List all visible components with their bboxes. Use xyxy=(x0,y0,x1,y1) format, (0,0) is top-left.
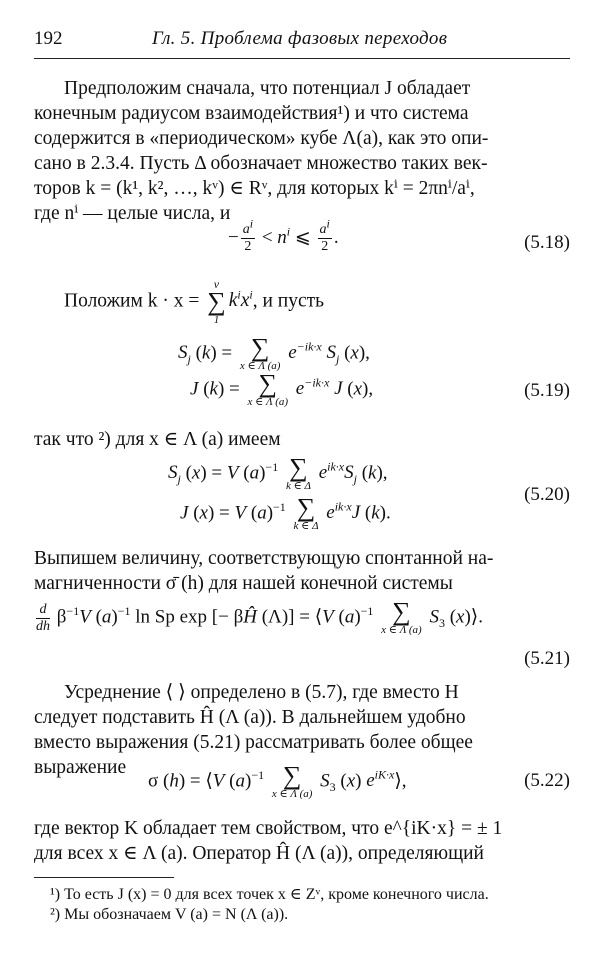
equation-5-22: σ (h) = ⟨V $(a)^{-1}$ ∑ x ∈ Λ (a) $S_3$ (x) $e^{iK\cdot x}⟩$, xyxy=(148,761,407,800)
footnote-1: ¹) То есть J (x) = 0 для всех точек x ∈ Zᵛ, кроме конечного числа. xyxy=(50,886,489,903)
equation-5-18: − $\frac{a^i}{2}$ < $n^i$ ⩽ $\frac{a^i}{2}$ . xyxy=(228,216,339,254)
paragraph-3 xyxy=(34,427,570,452)
text-line: вместо выражения (5.21) рассматривать более общее xyxy=(34,732,473,753)
text-line: магниченности σ̄ (h) для нашей конечной системы xyxy=(34,573,453,594)
equation-5-19-line-1: $S_j$ (k) = ∑ x ∈ Λ (a) $e^{-ik\cdot x}$ $S_j$ (x), xyxy=(178,333,370,372)
text-line: сано в 2.3.4. Пусть Δ обозначает множество таких век- xyxy=(34,153,488,174)
equation-number: (5.20) xyxy=(524,484,570,505)
paragraph-2: Положим k · x = v ∑ 1 $k^ix^i$, и пусть xyxy=(64,277,325,326)
page-number: 192 xyxy=(34,28,63,49)
text-line: Предположим сначала, что потенциал J обладает xyxy=(64,78,471,99)
text-segment: Положим k · x = xyxy=(64,290,200,312)
text-line: конечным радиусом взаимодействия¹) и что система xyxy=(34,103,469,124)
footnote-rule xyxy=(34,877,174,878)
text-line: так что ²) для x ∈ Λ (a) имеем xyxy=(34,429,281,450)
equation-5-20-line-1: $S_j$ (x) = V $(a)^{-1}$ ∑ k ∈ Δ $e^{ik\cdot x}S_j$ (k), xyxy=(168,453,388,492)
text-line: где вектор K обладает тем свойством, что e^{iK·x} = ± 1 xyxy=(34,818,503,839)
sum-sign: v ∑ 1 xyxy=(207,277,226,326)
paragraph-6 xyxy=(34,816,570,866)
text-line: Усреднение ⟨ ⟩ определено в (5.7), где вместо H xyxy=(64,682,459,703)
text-segment: , и пусть xyxy=(252,290,325,312)
text-line: для всех x ∈ Λ (a). Оператор Ĥ (Λ (a)), определяющий xyxy=(34,843,484,864)
equation-5-19-line-2: J (k) = ∑ x ∈ Λ (a) $e^{-ik\cdot x}$ J (x), xyxy=(190,369,374,408)
equation-number: (5.22) xyxy=(524,770,570,791)
paragraph-4 xyxy=(34,546,570,596)
equation-number: (5.19) xyxy=(524,380,570,401)
text-line: Выпишем величину, соответствующую спонтанной на- xyxy=(34,548,494,569)
footnote-2: ²) Мы обозначаем V (a) = N (Λ (a)). xyxy=(50,906,289,923)
paragraph-1 xyxy=(34,76,570,226)
equation-number: (5.18) xyxy=(524,232,570,253)
header-rule xyxy=(34,58,570,59)
equation-5-20-line-2: J (x) = V $(a)^{-1}$ ∑ k ∈ Δ $e^{ik\cdot x}J$ (k). xyxy=(180,493,391,532)
text-line: торов k = (k¹, k², …, kᵛ) ∈ Rᵛ, для которых kⁱ = 2πnⁱ/aⁱ, xyxy=(34,178,475,199)
page-header xyxy=(34,26,570,56)
running-title: Гл. 5. Проблема фазовых переходов xyxy=(152,28,448,49)
equation-5-21: $\frac{d}{dh}$ $\beta^{-1}V$ $(a)^{-1}$ ln Sp exp [− βĤ (Λ)] = ⟨V $(a)^{-1}$ ∑ x ∈ Λ (a) $S_3$ (x)⟩. xyxy=(36,597,483,636)
text-line: следует подставить Ĥ (Λ (a)). В дальнейшем удобно xyxy=(34,707,466,728)
equation-number: (5.21) xyxy=(524,648,570,669)
text-line: где nⁱ — целые числа, и xyxy=(34,203,231,224)
text-line: содержится в «периодическом» кубе Λ(a), как это опи- xyxy=(34,128,489,149)
text-line: выражение xyxy=(34,757,127,778)
